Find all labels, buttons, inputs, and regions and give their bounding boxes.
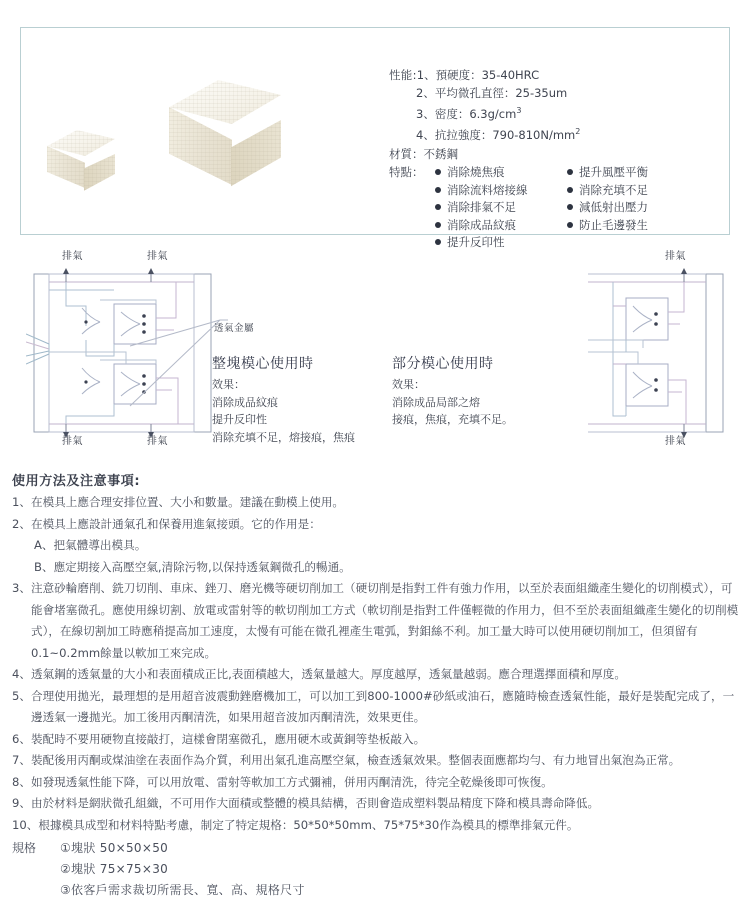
usage-item [12,750,742,772]
usage-item [12,514,742,536]
performance-row-3 [389,102,719,123]
material-row [389,145,719,163]
specifications-spacer [12,859,60,880]
bullet-icon [435,222,441,228]
caption-partial-core-title: 部分模心使用時 [392,356,494,372]
page-bottom-cutoff [0,912,751,920]
usage-item [12,686,742,729]
performance-item-3-num: 3、 [416,106,435,121]
vent-label-right-top: 排氣 [665,251,686,262]
specification-row [12,859,305,880]
caption-partial-core-line: 消除成品局部之熔 [392,395,480,409]
usage-item [12,729,742,751]
usage-item-text: 把氣體導出模具。 [53,538,147,552]
feature-text: 消除燒焦痕 [447,165,505,179]
caption-full-core-line: 消除成品紋痕 [212,395,278,409]
porous-metal-callout-label: 透氣金屬 [214,323,255,334]
features-column-2 [567,164,717,234]
usage-item-text: 注意砂輪磨削、銑刀切削、車床、銼刀、磨光機等硬切削加工（硬切削是指對工件有強力作用，以至於表面組織產生變化的切削模式），可能會堵塞微孔。應使用線切割、放電或雷射等的軟切削加工方式（軟切削是指對工件僅輕微的作用力，但不至於表面組織產生變化的切削模式），在線切割加工時應稍提高加工速度，太慢有可能在微孔裡產生電弧，對鉬絲不利。加工量大時可以使用硬切削加工，但須留有0.1~0.2mm餘量以軟加工來完成。 [30,581,739,660]
usage-item-text: 由於材料是網狀微孔組織，不可用作大面積或整體的模具結構，否則會造成塑料製品精度下降和模具壽命降低。 [30,796,600,810]
performance-item-2-num: 2、 [416,86,435,100]
feature-item [567,199,717,217]
performance-item-4-text: 抗拉強度：790-810N/mm [434,127,576,142]
specifications-block [12,838,305,901]
usage-item-number: 10、 [12,817,39,832]
performance-item-3-text: 密度：6.3g/cm [434,106,517,121]
specification-value: ②塊狀 75×75×30 [60,862,169,876]
bullet-icon [567,204,573,210]
specification-value: ③依客戶需求裁切所需長、寬、高、規格尺寸 [60,883,305,897]
features-columns [435,164,721,252]
material-value: 不銹鋼 [423,146,458,161]
feature-item [435,164,567,182]
performance-item-1-text: 預硬度：35-40HRC [435,68,540,82]
feature-text: 提升風壓平衡 [579,165,648,179]
caption-partial-core [392,352,582,429]
vent-label-left-bottom: 排氣 [62,436,83,447]
usage-item-number: 7、 [12,753,31,767]
usage-item-number: 2、 [12,516,31,531]
performance-item-3-sup: 3 [516,106,522,115]
usage-subitem [12,557,742,579]
caption-partial-core-line: 效果： [392,378,425,391]
product-spec-panel [20,27,730,249]
block-small-right-face [84,154,115,194]
feature-item [567,182,717,200]
feature-item [435,199,567,217]
performance-item-4-num: 4、 [416,127,435,142]
performance-row-2 [389,84,719,102]
usage-item [12,578,742,664]
vent-label-left-top-2: 排氣 [147,251,168,262]
mold-diagram-partial-core [588,256,748,451]
specifications-spacer [12,880,60,901]
material-label: 材質： [389,146,424,161]
usage-item [12,772,742,794]
performance-item-1-num: 1、 [416,68,436,82]
feature-text: 消除充填不足 [579,182,648,197]
caption-full-core-line: 消除充填不足，熔接痕，焦痕 [212,430,355,444]
usage-item-text: 在模具上應合理安排位置、大小和數量。建議在動模上使用。 [30,495,345,509]
usage-item-number: 1、 [12,495,31,509]
bullet-icon [435,169,441,175]
features-label: 特點： [389,165,424,179]
feature-item [567,164,717,182]
performance-row-4 [389,123,719,144]
porous-block-small [47,130,115,188]
vent-label-left-top: 排氣 [62,251,83,262]
features-column-1 [435,164,567,252]
block-large-right-face [231,120,281,192]
specification-value: ①塊狀 50×50×50 [60,841,169,855]
usage-item-text: 如發現透氣性能下降，可以用放電、雷射等軟加工方式彌補，併用丙酮清洗，待完全乾燥後即可恢復。 [30,774,553,789]
specification-row [12,880,305,901]
performance-item-2-text: 平均微孔直徑：25-35um [434,86,568,100]
usage-item-number: 3、 [12,581,31,595]
bullet-icon [435,187,441,193]
caption-full-core [212,352,402,446]
porous-block-large [169,80,281,188]
usage-item-text: 透氣鋼的透氣量的大小和表面積成正比,表面積越大，透氣量越大。厚度越厚，透氣量越弱。應合理選擇面積和厚度。 [30,667,626,681]
feature-text: 消除成品紋痕 [447,217,516,232]
usage-item-text: 裝配後用丙酮或煤油塗在表面作為介質，利用出氣孔進高壓空氣，檢查透氣效果。整個表面應都均勻、有力地冒出氣泡為正常。 [30,753,681,767]
feature-item [567,217,717,235]
vent-label-right-bottom: 排氣 [665,436,686,447]
usage-item-number: 9、 [12,796,31,810]
porous-metal-blocks-image [41,58,361,218]
specification-row [12,838,305,859]
usage-item [12,492,742,514]
usage-item-number: 6、 [12,731,31,746]
vent-label-left-bottom-2: 排氣 [147,436,168,447]
caption-partial-core-line: 接痕，焦痕，充填不足。 [392,413,513,426]
usage-item [12,793,742,815]
caption-full-core-title: 整塊模心使用時 [212,356,314,372]
usage-item-text: 裝配時不要用硬物直接敲打，這樣會閉塞微孔，應用硬木或黃銅等垫板敲入。 [30,731,426,746]
bullet-icon [567,187,573,193]
performance-label: 性能: [389,68,417,82]
usage-item-text: 合理使用拋光，最理想的是用超音波震動銼磨機加工，可以加工到800-1000#砂紙或油石，應隨時檢查透氣性能，最好是裝配完成了，一邊透氣一邊拋光。加工後用丙酮清洗，如果用超音波加丙酮清洗，效果更佳。 [30,688,735,724]
usage-item-number: B、 [34,559,54,574]
caption-full-core-line: 效果： [212,378,245,391]
usage-instructions-list [12,492,742,836]
performance-item-4-sup: 2 [575,126,581,136]
bullet-icon [567,169,573,175]
feature-item [435,182,567,200]
performance-row-1 [389,66,719,84]
specifications-label: 規格 [12,841,37,855]
feature-text: 提升反印性 [447,235,505,249]
usage-item-number: A、 [34,538,54,552]
feature-text: 消除流料熔接線 [447,182,528,197]
usage-instructions-heading: 使用方法及注意事項: [12,474,141,489]
usage-item-text: 根據模具成型和材料特點考慮，制定了特定規格：50*50*50mm、75*75*30作為模具的標準排氣元件。 [38,817,579,832]
feature-item [435,217,567,235]
bullet-icon [567,222,573,228]
usage-subitem [12,535,742,557]
feature-text: 消除排氣不足 [447,200,516,214]
usage-item-text: 應定期接入高壓空氣,清除污物,以保持透氣鋼微孔的暢通。 [53,559,351,574]
bullet-icon [435,204,441,210]
performance-spec-list [389,66,719,163]
usage-item-number: 8、 [12,774,31,789]
usage-item-number: 5、 [12,688,31,703]
bullet-icon [435,239,441,245]
usage-item [12,664,742,686]
usage-item-number: 4、 [12,667,31,681]
usage-item-text: 在模具上應設計通氣孔和保養用進氣接頭。它的作用是： [30,516,321,531]
caption-full-core-line: 提升反印性 [212,413,267,426]
feature-text: 減低射出壓力 [579,200,648,214]
usage-item [12,815,742,837]
feature-text: 防止毛邊發生 [579,217,648,232]
